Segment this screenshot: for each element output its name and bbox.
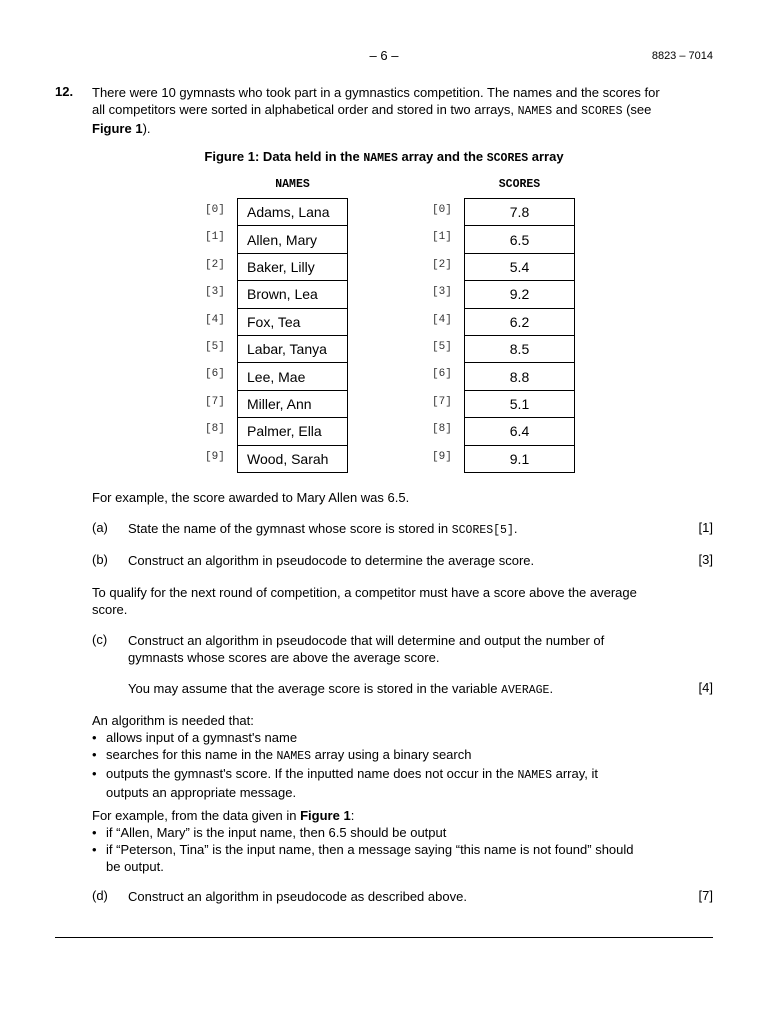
array-index: [6] <box>432 368 452 381</box>
table-row <box>465 445 575 472</box>
intro-scores-code: SCORES <box>581 105 623 118</box>
part-a-end: . <box>513 521 518 536</box>
array-index: [0] <box>432 204 452 216</box>
paper-code: 8823 – 7014 <box>651 50 713 62</box>
table-row <box>238 226 348 253</box>
scores-cell: 5.4 <box>465 253 575 280</box>
algorithm-requirements <box>92 712 652 801</box>
table-row <box>465 390 575 417</box>
table-row <box>238 199 348 226</box>
array-index: [4] <box>432 313 452 326</box>
footer-rule <box>55 937 713 938</box>
scores-cell: 6.5 <box>465 226 575 253</box>
array-index: [8] <box>205 423 225 436</box>
intro-and: and <box>552 102 582 117</box>
example-two-text: For example, from the data given in <box>92 808 301 823</box>
names-cell: Lee, Mae <box>238 363 348 390</box>
intro-names-code: NAMES <box>517 105 553 118</box>
array-index: [3] <box>432 286 452 299</box>
array-index: [8] <box>432 423 452 436</box>
list-item: • if “Allen, Mary” is the input name, then 6.5 should be output <box>92 824 642 841</box>
caption-part: Figure 1: Data held in the <box>204 149 364 164</box>
array-index: [2] <box>432 258 452 271</box>
names-column-header: NAMES <box>275 178 310 191</box>
array-index: [3] <box>205 286 225 299</box>
names-cell: Labar, Tanya <box>238 335 348 362</box>
intro-see: (see <box>622 102 652 117</box>
part-b-marks: [3] <box>698 552 713 567</box>
algorithm-bullets <box>92 729 642 801</box>
names-array-table <box>237 198 348 473</box>
caption-part: array <box>528 149 564 164</box>
table-row <box>465 281 575 308</box>
question-number: 12. <box>55 84 74 99</box>
list-item <box>92 746 642 765</box>
scores-cell: 8.5 <box>465 335 575 362</box>
names-cell: Allen, Mary <box>238 226 348 253</box>
assume-code: AVERAGE <box>501 684 550 697</box>
part-a-code: SCORES[5] <box>451 524 514 537</box>
example-two-figure-ref: Figure 1 <box>300 808 351 823</box>
array-index: [5] <box>205 341 225 353</box>
bullet-code: NAMES <box>276 750 312 763</box>
table-row <box>238 335 348 362</box>
question-intro <box>92 84 662 137</box>
intro-figure-ref: Figure 1 <box>92 121 143 136</box>
table-row <box>238 445 348 472</box>
part-b-label: (b) <box>92 552 108 567</box>
table-row <box>238 390 348 417</box>
array-index: [9] <box>432 450 452 463</box>
list-item: • allows input of a gymnast's name <box>92 729 642 746</box>
example-two-intro <box>92 807 652 824</box>
bullet-text: array using a binary search <box>311 747 472 762</box>
table-row <box>465 418 575 445</box>
assume-end: . <box>549 681 554 696</box>
part-c-text: Construct an algorithm in pseudocode that will determine and output the number of gymnasts whose scores are above the average score. <box>128 633 605 665</box>
scores-column-header: SCORES <box>498 178 541 191</box>
scores-cell: 9.1 <box>465 445 575 472</box>
part-b-text: Construct an algorithm in pseudocode to determine the average score. <box>128 553 535 568</box>
table-row <box>238 281 348 308</box>
example-text: For example, the score awarded to Mary Allen was 6.5. <box>92 490 410 505</box>
bullet-text: array, it outputs an appropriate message. <box>106 766 599 800</box>
array-index: [1] <box>205 231 225 244</box>
algorithm-intro: An algorithm is needed that: <box>92 713 254 728</box>
array-index: [6] <box>205 368 225 381</box>
scores-cell: 9.2 <box>465 281 575 308</box>
scores-cell: 5.1 <box>465 390 575 417</box>
example-two-bullets <box>92 824 642 875</box>
array-index: [1] <box>432 231 452 244</box>
array-index: [4] <box>205 313 225 326</box>
part-c-marks: [4] <box>698 680 713 695</box>
scores-cell: 8.8 <box>465 363 575 390</box>
names-cell: Palmer, Ella <box>238 418 348 445</box>
bullet-text: searches for this name in the <box>106 747 277 762</box>
table-row <box>238 308 348 335</box>
table-row <box>465 199 575 226</box>
scores-cell: 6.2 <box>465 308 575 335</box>
list-item: • if “Peterson, Tina” is the input name, then a message saying “this name is not found” should be output. <box>92 841 642 875</box>
page-number: – 6 – <box>369 48 399 63</box>
part-a-body: State the name of the gymnast whose score is stored in <box>128 521 452 536</box>
names-cell: Baker, Lilly <box>238 253 348 280</box>
names-cell: Adams, Lana <box>238 199 348 226</box>
assume-text: You may assume that the average score is stored in the variable <box>128 681 502 696</box>
bullet-text: outputs the gymnast's score. If the inputted name does not occur in the <box>106 766 518 781</box>
array-index: [7] <box>432 395 452 408</box>
table-row <box>465 253 575 280</box>
array-index: [0] <box>205 204 225 216</box>
array-index: [9] <box>205 450 225 463</box>
scores-cell: 7.8 <box>465 199 575 226</box>
table-row <box>465 335 575 362</box>
array-index: [7] <box>205 395 225 408</box>
figure-caption <box>0 149 768 165</box>
table-row <box>238 253 348 280</box>
part-c-label: (c) <box>92 632 108 647</box>
caption-names-code: NAMES <box>363 152 398 165</box>
caption-part: array and the <box>397 149 487 164</box>
table-row <box>465 308 575 335</box>
names-cell: Fox, Tea <box>238 308 348 335</box>
part-a-text <box>128 520 668 539</box>
intro-text: There were 10 gymnasts who took part in a gymnastics competition. The names and the scores for all competitors were sorted in alphabetical order and stored in two arrays, <box>92 85 660 117</box>
part-a-marks: [1] <box>698 520 713 535</box>
example-two-colon: : <box>350 808 355 823</box>
table-row <box>238 363 348 390</box>
array-index: [2] <box>205 258 225 271</box>
scores-array-table <box>464 198 575 473</box>
table-row <box>465 363 575 390</box>
list-item <box>92 765 642 801</box>
names-cell: Wood, Sarah <box>238 445 348 472</box>
part-d-label: (d) <box>92 888 108 903</box>
caption-scores-code: SCORES <box>486 152 529 165</box>
array-index: [5] <box>432 341 452 353</box>
part-c-assume <box>128 680 668 699</box>
names-cell: Miller, Ann <box>238 390 348 417</box>
bullet-code: NAMES <box>517 769 553 782</box>
names-cell: Brown, Lea <box>238 281 348 308</box>
part-d-marks: [7] <box>698 888 713 903</box>
table-row <box>465 226 575 253</box>
part-a-label: (a) <box>92 520 108 535</box>
qualify-text: To qualify for the next round of competition, a competitor must have a score above the average score. <box>92 585 637 617</box>
example-two <box>92 807 652 875</box>
table-row <box>238 418 348 445</box>
intro-end: ). <box>142 121 151 136</box>
part-d-text: Construct an algorithm in pseudocode as described above. <box>128 889 467 904</box>
scores-cell: 6.4 <box>465 418 575 445</box>
